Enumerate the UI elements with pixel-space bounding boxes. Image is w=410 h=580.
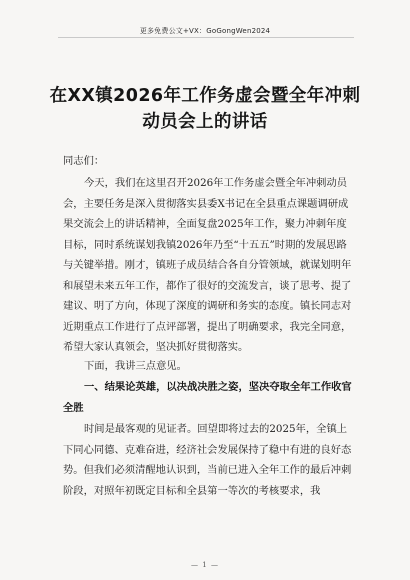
header-divider bbox=[58, 37, 354, 38]
page-number: — 1 — bbox=[191, 561, 219, 569]
title-line-1: 在XX镇2026年工作务虚会暨全年冲刺 bbox=[49, 86, 361, 106]
paragraph-intro-points: 下面，我讲三点意见。 bbox=[84, 360, 187, 372]
header-note: 更多免费公文+VX：GoGongWen2024 bbox=[139, 27, 271, 35]
paragraph-opening: 今天，我们在这里召开2026年工作务虚会暨全年冲刺动员会，主要任务是深入贯彻落实县委X书记在全县重点课题调研成果交流会上的讲话精神，全面复盘2025年工作，聚力冲刺年度目标，同时系统谋划我镇2026年乃至“十五五”时期的发展思路与关键举措。刚才，镇班子成员结合各自分管领域，就谋划明年和展望未来五年工作，都作了很好的交流发言，谈了思考、提了建议、明了方向，体现了深度的调研和务实的态度。镇长同志对近期重点工作进行了点评部署，提出了明确要求，我完全同意，希望大家认真领会，坚决抓好贯彻落实。 bbox=[63, 177, 352, 353]
section-heading-1: 一、结果论英雄，以决战决胜之姿，坚决夺取全年工作收官全胜 bbox=[63, 381, 352, 414]
title-line-2: 动员会上的讲话 bbox=[142, 112, 268, 132]
paragraph-section-1: 时间是最客观的见证者。回望即将过去的2025年，全镇上下同心同德、克难奋进，经济社会发展保持了稳中有进的良好态势。但我们必须清醒地认识到，当前已进入全年工作的最后冲刺阶段，对照年初既定目标和全县第一等次的考核要求，我 bbox=[63, 423, 352, 497]
document-title bbox=[40, 83, 370, 135]
greeting: 同志们： bbox=[63, 155, 105, 167]
